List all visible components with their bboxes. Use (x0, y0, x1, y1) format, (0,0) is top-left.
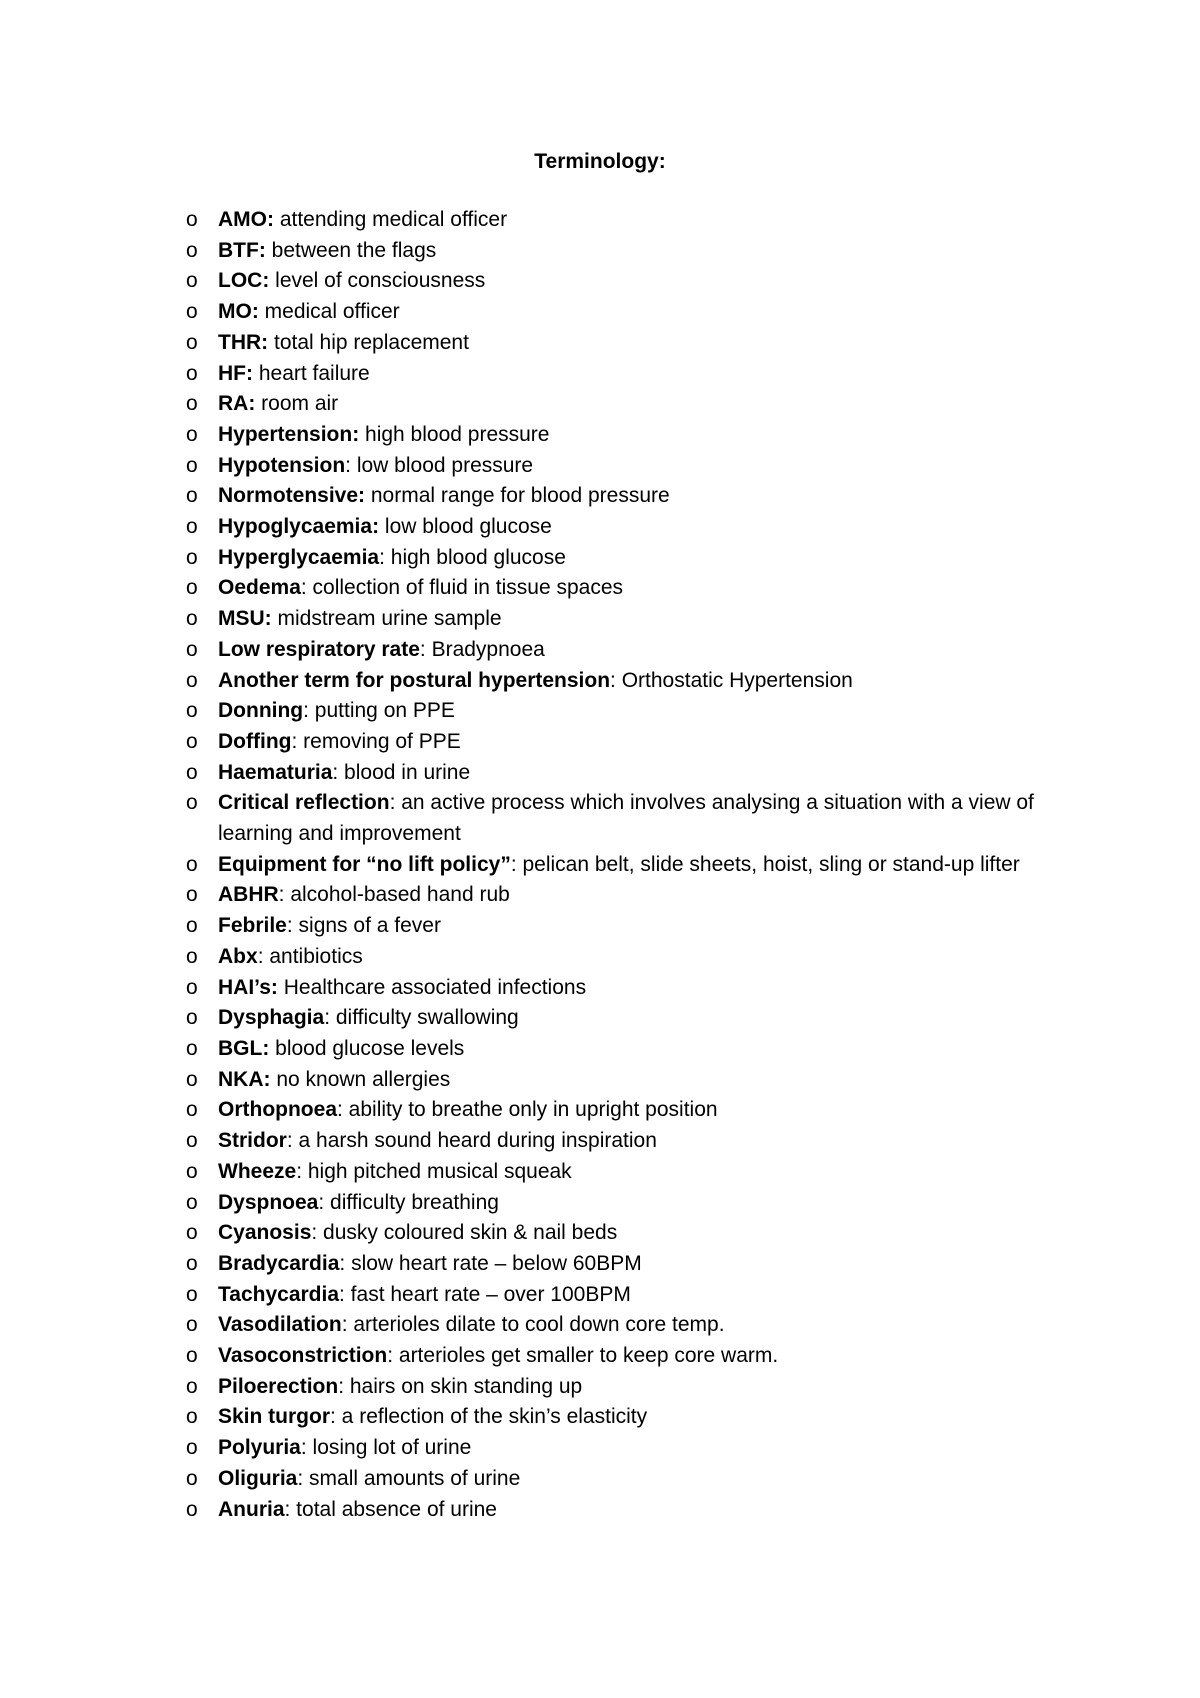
term-text (218, 1280, 1086, 1311)
term-definition: Healthcare associated infections (277, 975, 587, 999)
hollow-bullet-icon: o (186, 729, 198, 753)
term-definition: medical officer (258, 300, 400, 324)
term-definition: : pelican belt, slide sheets, hoist, sling or stand-up lifter (510, 852, 1020, 876)
term-name: Another term for postural hypertension (218, 668, 611, 692)
term-definition: midstream urine sample (271, 607, 502, 631)
term-text (218, 1003, 1086, 1034)
term-text (218, 1218, 1086, 1249)
term-definition: : putting on PPE (303, 699, 455, 723)
hollow-bullet-icon: o (186, 1251, 198, 1275)
list-item (186, 1065, 1086, 1096)
term-name: ABHR (218, 883, 279, 907)
list-item (186, 543, 1086, 574)
list-item (186, 1188, 1086, 1219)
term-text (218, 911, 1086, 942)
hollow-bullet-icon: o (186, 453, 198, 477)
list-item (186, 512, 1086, 543)
term-definition: : high blood glucose (379, 545, 566, 569)
term-text (218, 297, 1086, 328)
term-name: Skin turgor (218, 1405, 331, 1429)
list-item (186, 696, 1086, 727)
term-definition: : arterioles get smaller to keep core warm. (387, 1344, 779, 1368)
list-item (186, 205, 1086, 236)
term-name: Critical reflection (218, 791, 390, 815)
term-name: Vasodilation (218, 1313, 342, 1337)
term-text (218, 1372, 1086, 1403)
term-text (218, 696, 1086, 727)
list-item (186, 850, 1086, 881)
list-item (186, 266, 1086, 297)
term-text (218, 1310, 1086, 1341)
term-text (218, 1034, 1086, 1065)
hollow-bullet-icon: o (186, 914, 198, 938)
term-name: Polyuria (218, 1436, 301, 1460)
hollow-bullet-icon: o (186, 1405, 198, 1429)
term-definition: attending medical officer (274, 208, 508, 231)
hollow-bullet-icon: o (186, 699, 198, 723)
list-item (186, 788, 1086, 849)
term-text (218, 788, 1086, 849)
hollow-bullet-icon: o (186, 944, 198, 968)
term-definition: : Bradypnoea (419, 637, 545, 661)
term-name: NKA: (218, 1067, 271, 1091)
term-definition: blood glucose levels (269, 1036, 465, 1060)
list-item (186, 604, 1086, 635)
term-name: Hypertension: (218, 422, 360, 446)
hollow-bullet-icon: o (186, 760, 198, 784)
term-name: Hypoglycaemia: (218, 515, 380, 539)
term-name: Equipment for “no lift policy” (218, 852, 511, 876)
term-text (218, 1341, 1086, 1372)
hollow-bullet-icon: o (186, 1344, 198, 1368)
hollow-bullet-icon: o (186, 637, 198, 661)
term-name: LOC: (218, 269, 270, 293)
term-definition: : blood in urine (332, 760, 471, 784)
list-item (186, 1218, 1086, 1249)
term-name: Dysphagia (218, 1006, 325, 1030)
term-name: Oliguria (218, 1466, 298, 1490)
term-definition: : hairs on skin standing up (338, 1374, 583, 1398)
document-title: Terminology: (534, 150, 666, 173)
term-name: Doffing (218, 729, 292, 753)
term-definition: : small amounts of urine (297, 1466, 521, 1490)
list-item (186, 1372, 1086, 1403)
hollow-bullet-icon: o (186, 791, 198, 815)
hollow-bullet-icon: o (186, 330, 198, 354)
term-definition: : total absence of urine (284, 1497, 497, 1521)
hollow-bullet-icon: o (186, 668, 198, 692)
hollow-bullet-icon: o (186, 852, 198, 876)
term-name: Anuria (218, 1497, 285, 1521)
term-name: Haematuria (218, 760, 333, 784)
list-item (186, 1310, 1086, 1341)
list-item (186, 758, 1086, 789)
term-text (218, 1433, 1086, 1464)
list-item (186, 236, 1086, 267)
term-definition: level of consciousness (269, 269, 486, 293)
term-definition: low blood glucose (379, 515, 552, 539)
term-text (218, 481, 1086, 512)
term-definition: : difficulty swallowing (324, 1006, 519, 1030)
term-definition: : an active process which involves analysing a situation with a view of learning and improvement (218, 791, 1034, 846)
list-item (186, 666, 1086, 697)
term-text (218, 1464, 1086, 1495)
hollow-bullet-icon: o (186, 1466, 198, 1490)
list-item (186, 973, 1086, 1004)
term-text (218, 420, 1086, 451)
term-text (218, 1495, 1086, 1526)
term-name: Low respiratory rate (218, 637, 420, 661)
hollow-bullet-icon: o (186, 361, 198, 385)
term-name: Orthopnoea (218, 1098, 337, 1122)
term-definition: normal range for blood pressure (365, 484, 670, 508)
term-name: RA: (218, 392, 256, 416)
term-text (218, 205, 1086, 236)
term-name: MO: (218, 300, 259, 324)
hollow-bullet-icon: o (186, 1374, 198, 1398)
list-item (186, 1157, 1086, 1188)
list-item (186, 1249, 1086, 1280)
term-text (218, 727, 1086, 758)
term-name: Hyperglycaemia (218, 545, 380, 569)
list-item (186, 1095, 1086, 1126)
hollow-bullet-icon: o (186, 1221, 198, 1245)
list-item (186, 1280, 1086, 1311)
term-text (218, 604, 1086, 635)
term-text (218, 359, 1086, 390)
list-item (186, 297, 1086, 328)
term-definition: : fast heart rate – over 100BPM (339, 1282, 631, 1306)
term-definition: : removing of PPE (291, 729, 461, 753)
term-text (218, 850, 1086, 881)
list-item (186, 359, 1086, 390)
list-item (186, 635, 1086, 666)
term-name: Febrile (218, 914, 287, 938)
term-definition: : Orthostatic Hypertension (610, 668, 853, 692)
term-text (218, 266, 1086, 297)
hollow-bullet-icon: o (186, 1129, 198, 1153)
hollow-bullet-icon: o (186, 1159, 198, 1183)
hollow-bullet-icon: o (186, 1036, 198, 1060)
terminology-list (186, 205, 1086, 1525)
list-item (186, 420, 1086, 451)
term-name: Vasoconstriction (218, 1344, 388, 1368)
hollow-bullet-icon: o (186, 545, 198, 569)
hollow-bullet-icon: o (186, 883, 198, 907)
hollow-bullet-icon: o (186, 1098, 198, 1122)
term-text (218, 1188, 1086, 1219)
term-text (218, 1126, 1086, 1157)
term-text (218, 573, 1086, 604)
list-item (186, 1433, 1086, 1464)
term-name: HAI’s: (218, 975, 278, 999)
list-item (186, 481, 1086, 512)
list-item (186, 1034, 1086, 1065)
term-definition: : low blood pressure (345, 453, 534, 477)
hollow-bullet-icon: o (186, 422, 198, 446)
term-text (218, 1402, 1086, 1433)
term-definition: total hip replacement (268, 330, 469, 354)
list-item (186, 942, 1086, 973)
term-definition: : a reflection of the skin’s elasticity (330, 1405, 648, 1429)
term-text (218, 666, 1086, 697)
term-definition: : high pitched musical squeak (296, 1159, 572, 1183)
term-text (218, 236, 1086, 267)
term-text (218, 942, 1086, 973)
term-name: Donning (218, 699, 304, 723)
term-name: THR: (218, 330, 269, 354)
hollow-bullet-icon: o (186, 1436, 198, 1460)
hollow-bullet-icon: o (186, 607, 198, 631)
term-name: Normotensive: (218, 484, 366, 508)
list-item (186, 1495, 1086, 1526)
term-text (218, 389, 1086, 420)
term-text (218, 512, 1086, 543)
term-definition: : signs of a fever (286, 914, 441, 938)
term-name: HF: (218, 361, 253, 385)
list-item (186, 328, 1086, 359)
list-item (186, 1341, 1086, 1372)
hollow-bullet-icon: o (186, 484, 198, 508)
hollow-bullet-icon: o (186, 1282, 198, 1306)
hollow-bullet-icon: o (186, 238, 198, 262)
term-name: MSU: (218, 607, 272, 631)
list-item (186, 1126, 1086, 1157)
term-name: Wheeze (218, 1159, 297, 1183)
term-text (218, 880, 1086, 911)
term-definition: : alcohol-based hand rub (278, 883, 510, 907)
hollow-bullet-icon: o (186, 1190, 198, 1214)
term-text (218, 543, 1086, 574)
term-name: BGL: (218, 1036, 270, 1060)
hollow-bullet-icon: o (186, 208, 198, 231)
term-name: Abx (218, 944, 258, 968)
hollow-bullet-icon: o (186, 269, 198, 293)
term-name: Oedema (218, 576, 301, 600)
term-name: Stridor (218, 1129, 287, 1153)
term-text (218, 1095, 1086, 1126)
term-text (218, 973, 1086, 1004)
term-definition: high blood pressure (359, 422, 550, 446)
term-text (218, 635, 1086, 666)
hollow-bullet-icon: o (186, 1067, 198, 1091)
term-name: Cyanosis (218, 1221, 312, 1245)
term-definition: : ability to breathe only in upright position (337, 1098, 718, 1122)
term-name: Hypotension (218, 453, 346, 477)
term-name: Tachycardia (218, 1282, 340, 1306)
hollow-bullet-icon: o (186, 392, 198, 416)
hollow-bullet-icon: o (186, 515, 198, 539)
list-item (186, 1003, 1086, 1034)
term-definition: : antibiotics (257, 944, 363, 968)
term-name: BTF: (218, 238, 266, 262)
term-text (218, 451, 1086, 482)
hollow-bullet-icon: o (186, 975, 198, 999)
term-definition: : collection of fluid in tissue spaces (300, 576, 624, 600)
term-text (218, 758, 1086, 789)
term-definition: between the flags (265, 238, 437, 262)
list-item (186, 911, 1086, 942)
hollow-bullet-icon: o (186, 1006, 198, 1030)
term-definition: : a harsh sound heard during inspiration (286, 1129, 657, 1153)
hollow-bullet-icon: o (186, 1497, 198, 1521)
term-name: Piloerection (218, 1374, 339, 1398)
term-definition: heart failure (253, 361, 370, 385)
term-definition: no known allergies (270, 1067, 451, 1091)
list-item (186, 573, 1086, 604)
list-item (186, 389, 1086, 420)
list-item (186, 727, 1086, 758)
term-text (218, 1157, 1086, 1188)
term-definition: : slow heart rate – below 60BPM (339, 1251, 642, 1275)
term-text (218, 328, 1086, 359)
term-text (218, 1065, 1086, 1096)
term-definition: : dusky coloured skin & nail beds (311, 1221, 618, 1245)
hollow-bullet-icon: o (186, 576, 198, 600)
list-item (186, 1464, 1086, 1495)
hollow-bullet-icon: o (186, 1313, 198, 1337)
term-definition: : losing lot of urine (300, 1436, 472, 1460)
list-item (186, 1402, 1086, 1433)
term-name: Bradycardia (218, 1251, 340, 1275)
term-name: AMO: (218, 208, 274, 231)
term-text (218, 1249, 1086, 1280)
hollow-bullet-icon: o (186, 300, 198, 324)
list-item (186, 451, 1086, 482)
term-definition: : difficulty breathing (318, 1190, 499, 1214)
term-definition: room air (255, 392, 339, 416)
term-definition: : arterioles dilate to cool down core temp. (341, 1313, 725, 1337)
term-name: Dyspnoea (218, 1190, 319, 1214)
list-item (186, 880, 1086, 911)
